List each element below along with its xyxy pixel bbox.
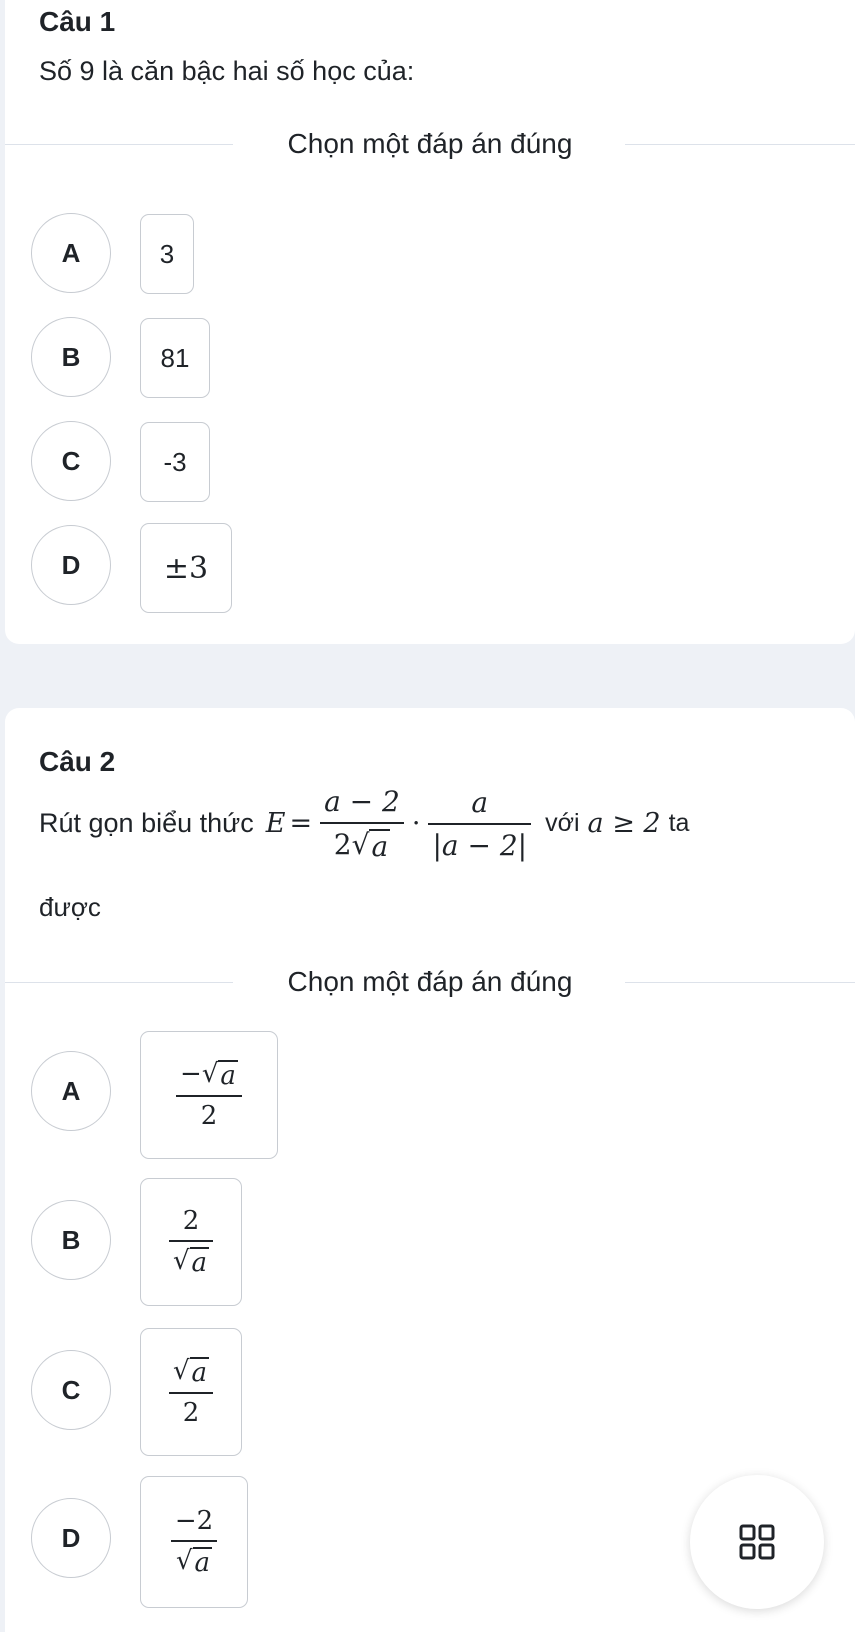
option-fraction: 2 √ a — [169, 1205, 213, 1279]
option-value[interactable] — [140, 1178, 242, 1306]
option-letter[interactable]: B — [31, 317, 111, 397]
option-letter[interactable]: D — [31, 1498, 111, 1578]
question-title: Câu 2 — [39, 746, 116, 777]
expr-condition: a ≥ 2 — [587, 808, 661, 840]
option-value[interactable] — [140, 1328, 242, 1456]
fraction-numerator: a — [471, 785, 489, 819]
question-title: Câu 1 — [39, 6, 116, 37]
question-card-1 — [5, 0, 855, 644]
option-letter[interactable]: C — [31, 1350, 111, 1430]
question-text-line2: được — [39, 892, 101, 922]
instruction-label: Chọn một đáp án đúng — [287, 966, 573, 997]
option-letter[interactable]: A — [31, 213, 111, 293]
question-text: Số 9 là căn bậc hai số học của: — [39, 56, 415, 86]
option-value[interactable]: -3 — [140, 422, 210, 502]
grid-icon — [739, 1524, 775, 1560]
expr-fraction-2 — [428, 785, 531, 863]
option-value[interactable]: 81 — [140, 318, 210, 398]
question-text — [39, 784, 689, 863]
option-value[interactable]: 3 — [140, 214, 194, 294]
expr-fraction-1 — [320, 784, 404, 863]
option-value[interactable] — [140, 1476, 248, 1608]
question-text-with: với — [545, 809, 580, 838]
fraction-numerator: a − 2 — [324, 785, 400, 818]
option-fraction: − √ a 2 — [176, 1058, 242, 1132]
expr-equals: = — [289, 808, 313, 840]
question-text-start: Rút gọn biểu thức — [39, 808, 254, 839]
expr-variable: E — [265, 808, 286, 840]
fraction-denominator: 2 √ a — [333, 828, 389, 863]
expr-dot: · — [411, 808, 421, 840]
instruction-label: Chọn một đáp án đúng — [287, 128, 573, 159]
option-value[interactable]: ±3 — [140, 523, 232, 613]
option-value[interactable] — [140, 1031, 278, 1159]
option-fraction: −2 √ a — [171, 1505, 217, 1579]
option-letter[interactable]: B — [31, 1200, 111, 1280]
fraction-denominator: |a − 2| — [432, 828, 528, 862]
question-text-end: ta — [668, 809, 690, 838]
option-letter[interactable]: C — [31, 421, 111, 501]
option-fraction: √ a 2 — [169, 1355, 213, 1429]
answer-divider — [5, 964, 855, 1000]
question-grid-button[interactable] — [690, 1475, 824, 1609]
option-letter[interactable]: D — [31, 525, 111, 605]
answer-divider — [5, 126, 855, 162]
option-letter[interactable]: A — [31, 1051, 111, 1131]
